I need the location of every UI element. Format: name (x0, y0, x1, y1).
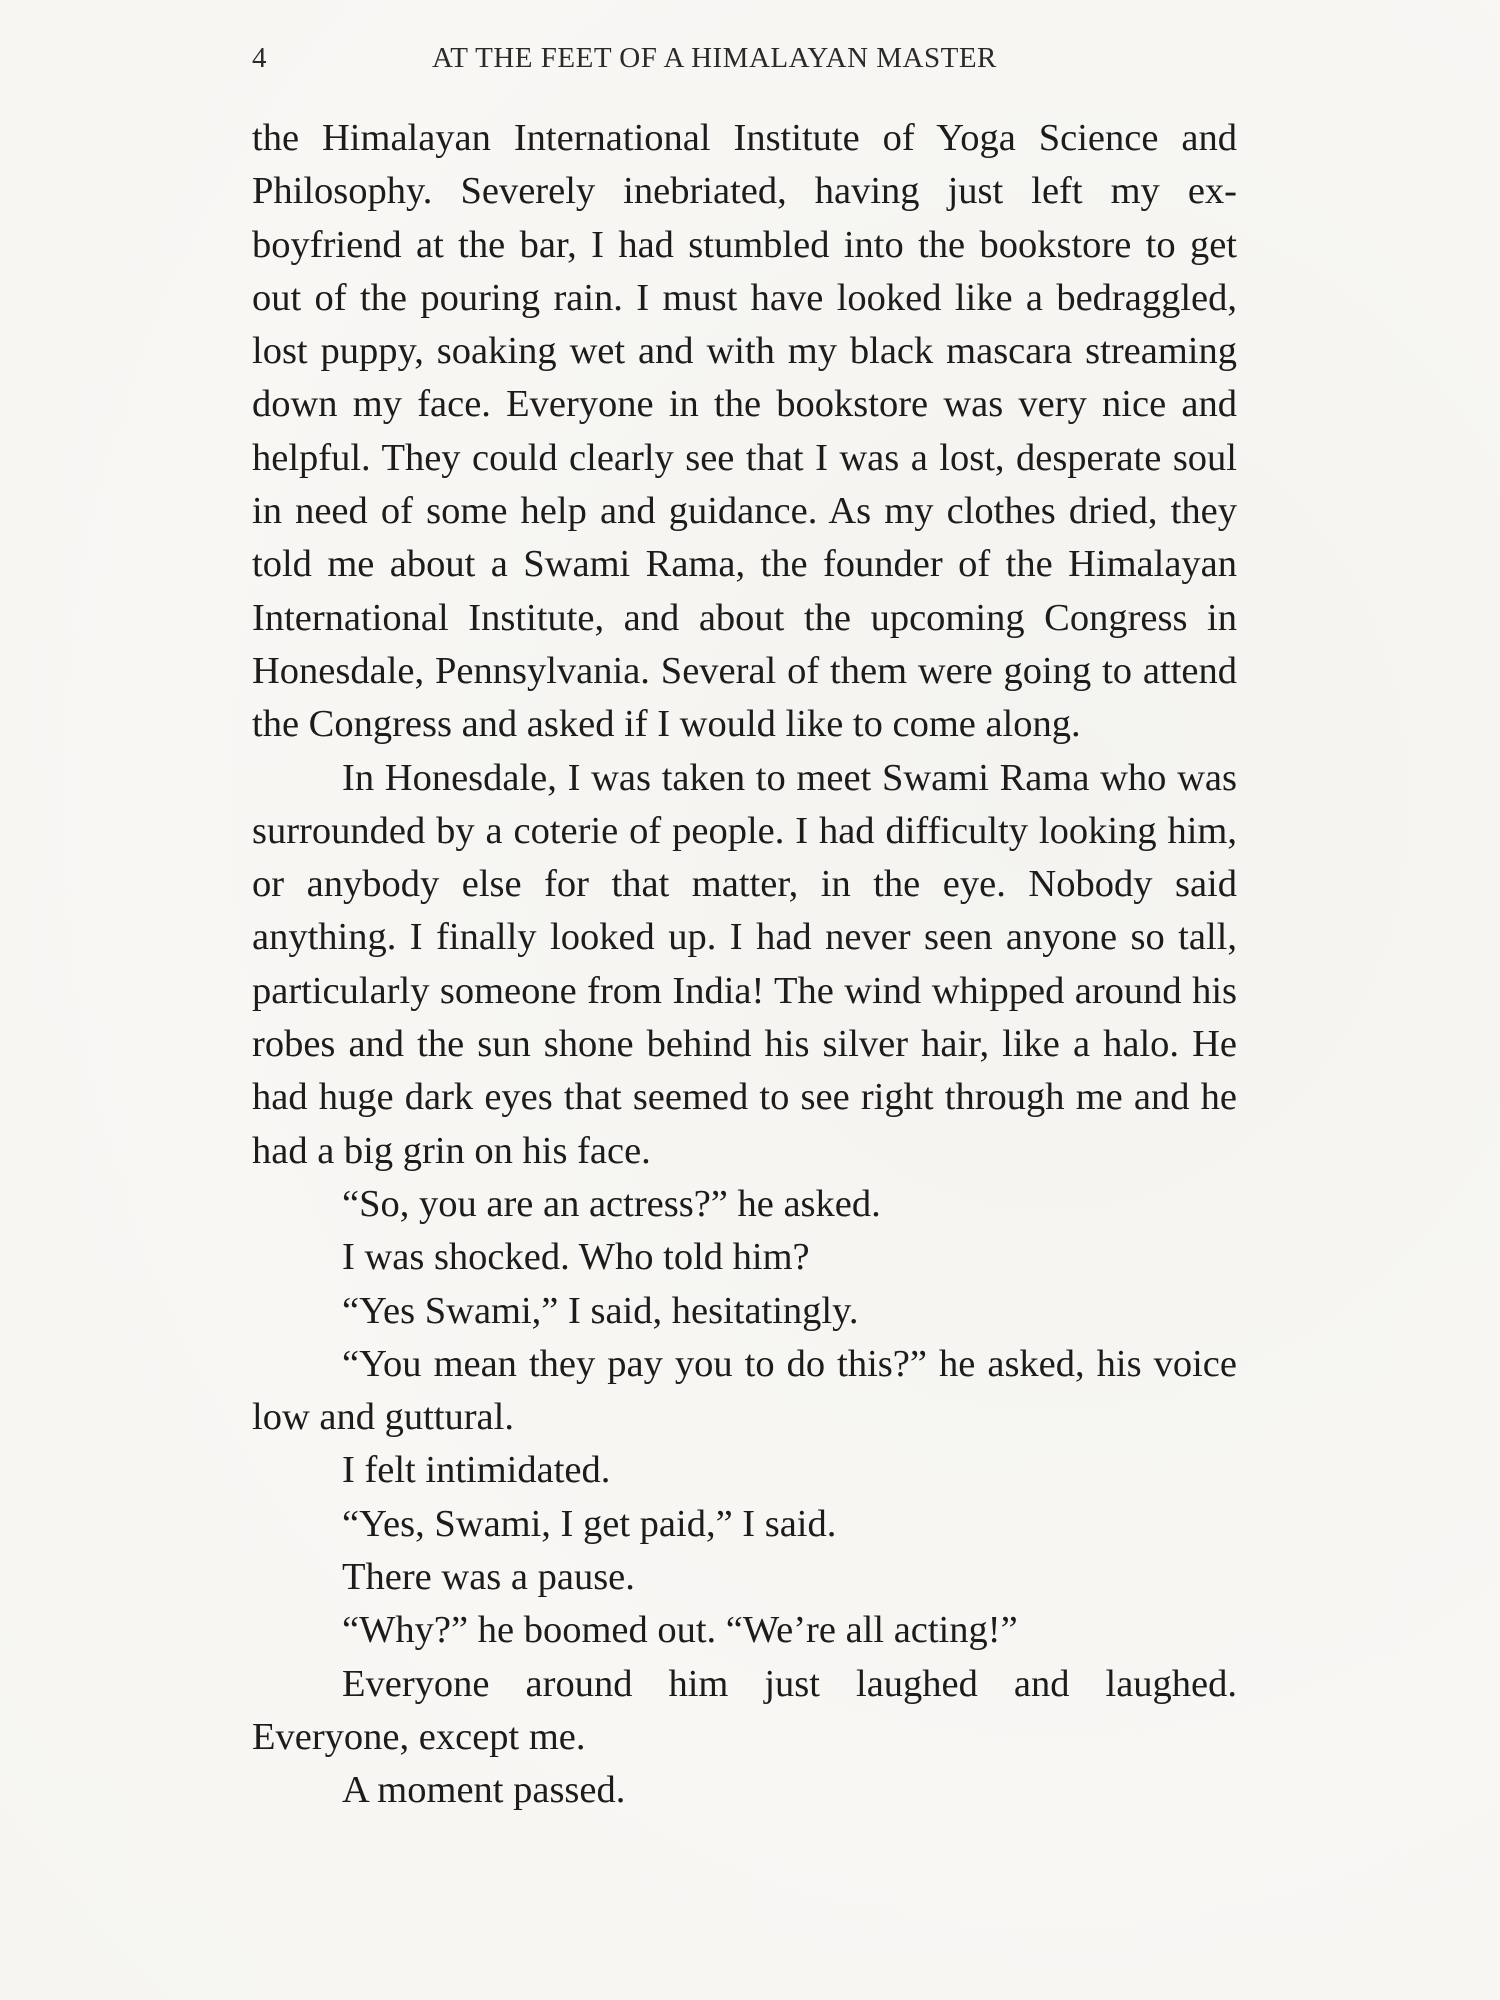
dialogue-line: I felt intimidated. (342, 1449, 611, 1492)
paragraph-moment: A moment passed. (342, 1769, 626, 1812)
dialogue-line: There was a pause. (342, 1556, 635, 1599)
paragraph-laughter: Everyone around him just laughed and laughed. Everyone, except me. (252, 1662, 1237, 1758)
dialogue-line: “You mean they pay you to do this?” he asked, his voice low and guttural. (252, 1342, 1237, 1439)
running-head (252, 38, 1237, 82)
dialogue-line: “Why?” he boomed out. “We’re all acting!” (342, 1609, 1018, 1652)
dialogue-line: I was shocked. Who told him? (342, 1236, 810, 1279)
dialogue-line: “So, you are an actress?” he asked. (342, 1182, 881, 1225)
page-number: 4 (252, 42, 267, 74)
dialogue-line: “Yes, Swami, I get paid,” I said. (342, 1502, 837, 1545)
dialogue-line: “Yes Swami,” I said, hesitatingly. (342, 1289, 859, 1332)
paragraph-honesdale: In Honesdale, I was taken to meet Swami Rama who was surrounded by a coterie of people. I had difficulty looking him, or anybody else for that matter, in the eye. Nobody said anything. I finally looked up. I had never seen anyone so tall, particularly someone from India! The wind whipped around his robes and the sun shone behind his silver hair, like a halo. He had huge dark eyes that seemed to see right through me and he had a big grin on his face. (252, 756, 1237, 1172)
paragraph-continued: the Himalayan International Institute of Yoga Science and Philosophy. Severely inebriated, having just left my ex-boyfriend at the bar, I had stumbled into the bookstore to get out of the pouring rain. I must have looked like a bedraggled, lost puppy, soaking wet and with my black mascara streaming down my face. Everyone in the bookstore was very nice and helpful. They could clearly see that I was a lost, desperate soul in need of some help and guidance. As my clothes dried, they told me about a Swami Rama, the founder of the Himalayan International Institute, and about the upcoming Congress in Honesdale, Pennsylvania. Several of them were going to attend the Congress and asked if I would like to come along. (252, 117, 1237, 746)
book-title: AT THE FEET OF A HIMALAYAN MASTER (432, 42, 997, 74)
body-text (252, 112, 1237, 1818)
